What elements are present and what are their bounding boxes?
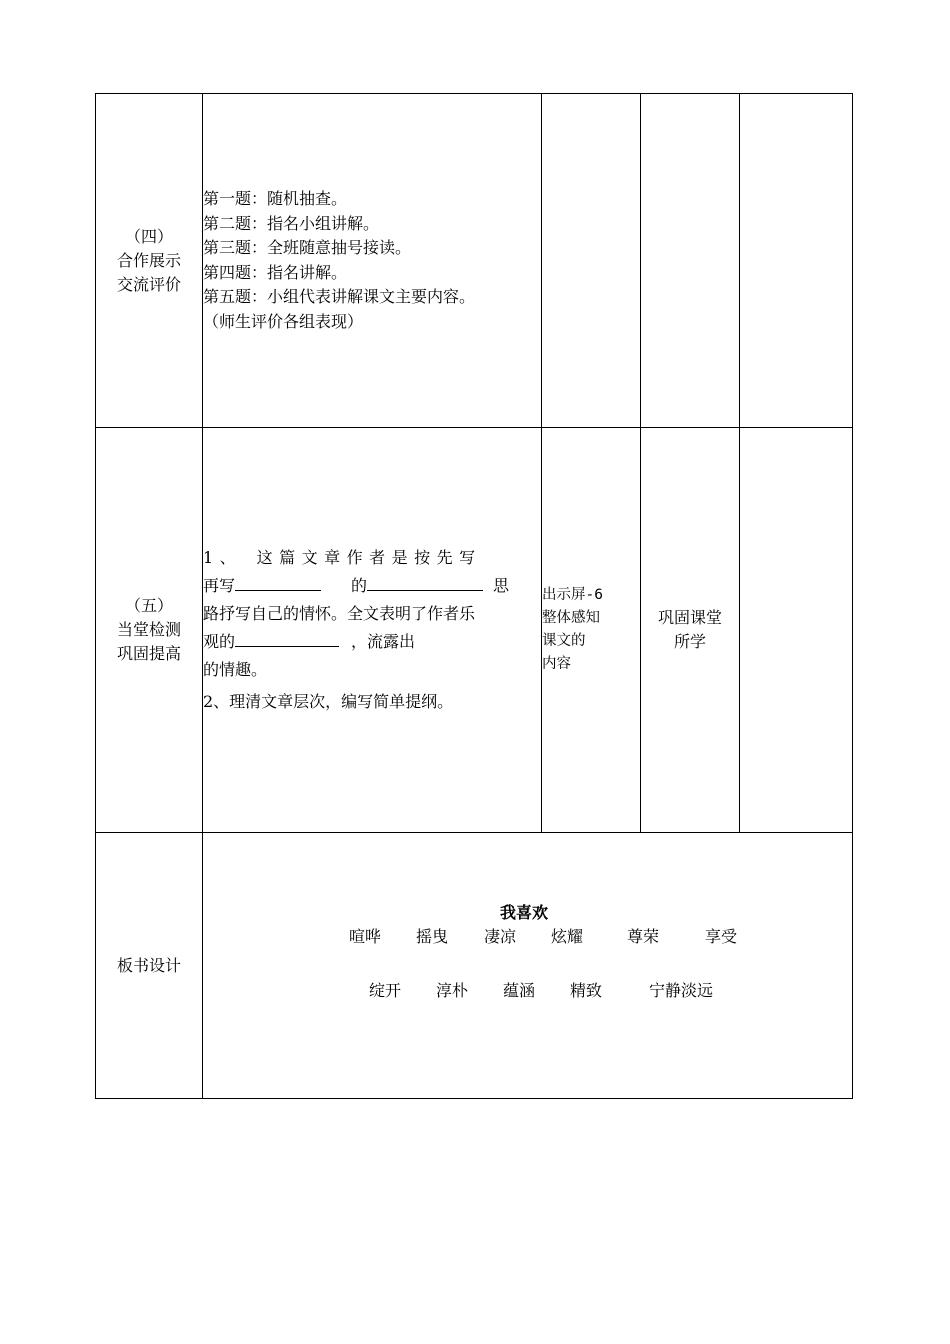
fill-blank xyxy=(367,572,483,591)
text-segment: 的 xyxy=(351,576,368,595)
stage-title-line2: 巩固提高 xyxy=(116,644,181,663)
activity-cell xyxy=(203,94,542,428)
question-1-line5: 的情趣。 xyxy=(203,660,268,679)
text-segment: 再写 xyxy=(203,576,236,595)
stage-cell xyxy=(96,94,203,428)
purpose-line: 巩固课堂 xyxy=(657,608,722,627)
activity-line: 第三题：全班随意抽号接读。 xyxy=(203,238,412,257)
question-1-line4 xyxy=(203,628,541,656)
board-word: 尊荣 xyxy=(627,927,660,946)
purpose-cell xyxy=(641,428,740,833)
board-word: 淳朴 xyxy=(436,981,469,1000)
stage-number: （五） xyxy=(124,596,173,615)
text-segment: ，流露出 xyxy=(351,632,416,651)
activity-cell xyxy=(203,428,542,833)
board-design xyxy=(203,833,852,1098)
board-word: 摇曳 xyxy=(416,927,449,946)
stage-cell xyxy=(96,833,203,1099)
table-row xyxy=(96,833,853,1099)
notes-cell xyxy=(740,94,853,428)
table-row xyxy=(96,94,853,428)
activity-line: 第二题：指名小组讲解。 xyxy=(203,213,380,233)
fill-blank xyxy=(235,628,339,647)
board-word: 蕴涵 xyxy=(503,981,536,1000)
screen-line: 整体感知 xyxy=(542,610,600,626)
fill-blank xyxy=(235,572,321,591)
stage-title-line1: 合作展示 xyxy=(116,250,181,270)
stage-title-line2: 交流评价 xyxy=(116,274,181,294)
board-title: 我喜欢 xyxy=(500,903,549,922)
activity-line: 第四题：指名讲解。 xyxy=(203,262,348,282)
activity-line: 第一题：随机抽查。 xyxy=(203,189,348,208)
board-word: 炫耀 xyxy=(551,927,584,946)
board-word: 凄凉 xyxy=(484,927,517,946)
stage-number: （四） xyxy=(124,226,173,246)
screen-cell xyxy=(542,428,641,833)
question-1-line2 xyxy=(203,572,541,600)
screen-line: 出示屏-6 xyxy=(542,587,603,603)
purpose-line: 所学 xyxy=(673,632,706,651)
screen-cell xyxy=(542,94,641,428)
activity-line: 第五题：小组代表讲解课文主要内容。 xyxy=(203,287,476,306)
text-segment: 观的 xyxy=(203,632,236,651)
question-1-line3: 路抒写自己的情怀。全文表明了作者乐 xyxy=(203,604,476,623)
stage-title: 板书设计 xyxy=(116,955,181,975)
question-2: 2、理清文章层次，编写简单提纲。 xyxy=(203,692,454,711)
question-1-line1: 1、 这篇文章作者是按先写 xyxy=(203,548,482,567)
purpose-cell xyxy=(641,94,740,428)
question-1 xyxy=(203,544,541,684)
stage-title-line1: 当堂检测 xyxy=(116,620,181,639)
board-word: 喧哗 xyxy=(349,927,382,946)
board-word: 享受 xyxy=(705,927,738,946)
table-row xyxy=(96,428,853,833)
board-word: 绽开 xyxy=(369,981,402,1000)
lesson-table xyxy=(95,93,853,1099)
text-segment: 思 xyxy=(493,576,510,595)
board-word: 宁静淡远 xyxy=(649,981,714,1000)
board-word: 精致 xyxy=(570,981,603,1000)
board-design-cell xyxy=(203,833,853,1099)
screen-line: 课文的 xyxy=(542,633,586,649)
notes-cell xyxy=(740,428,853,833)
activity-line: （师生评价各组表现） xyxy=(203,311,364,331)
screen-line: 内容 xyxy=(542,656,571,672)
stage-cell xyxy=(96,428,203,833)
